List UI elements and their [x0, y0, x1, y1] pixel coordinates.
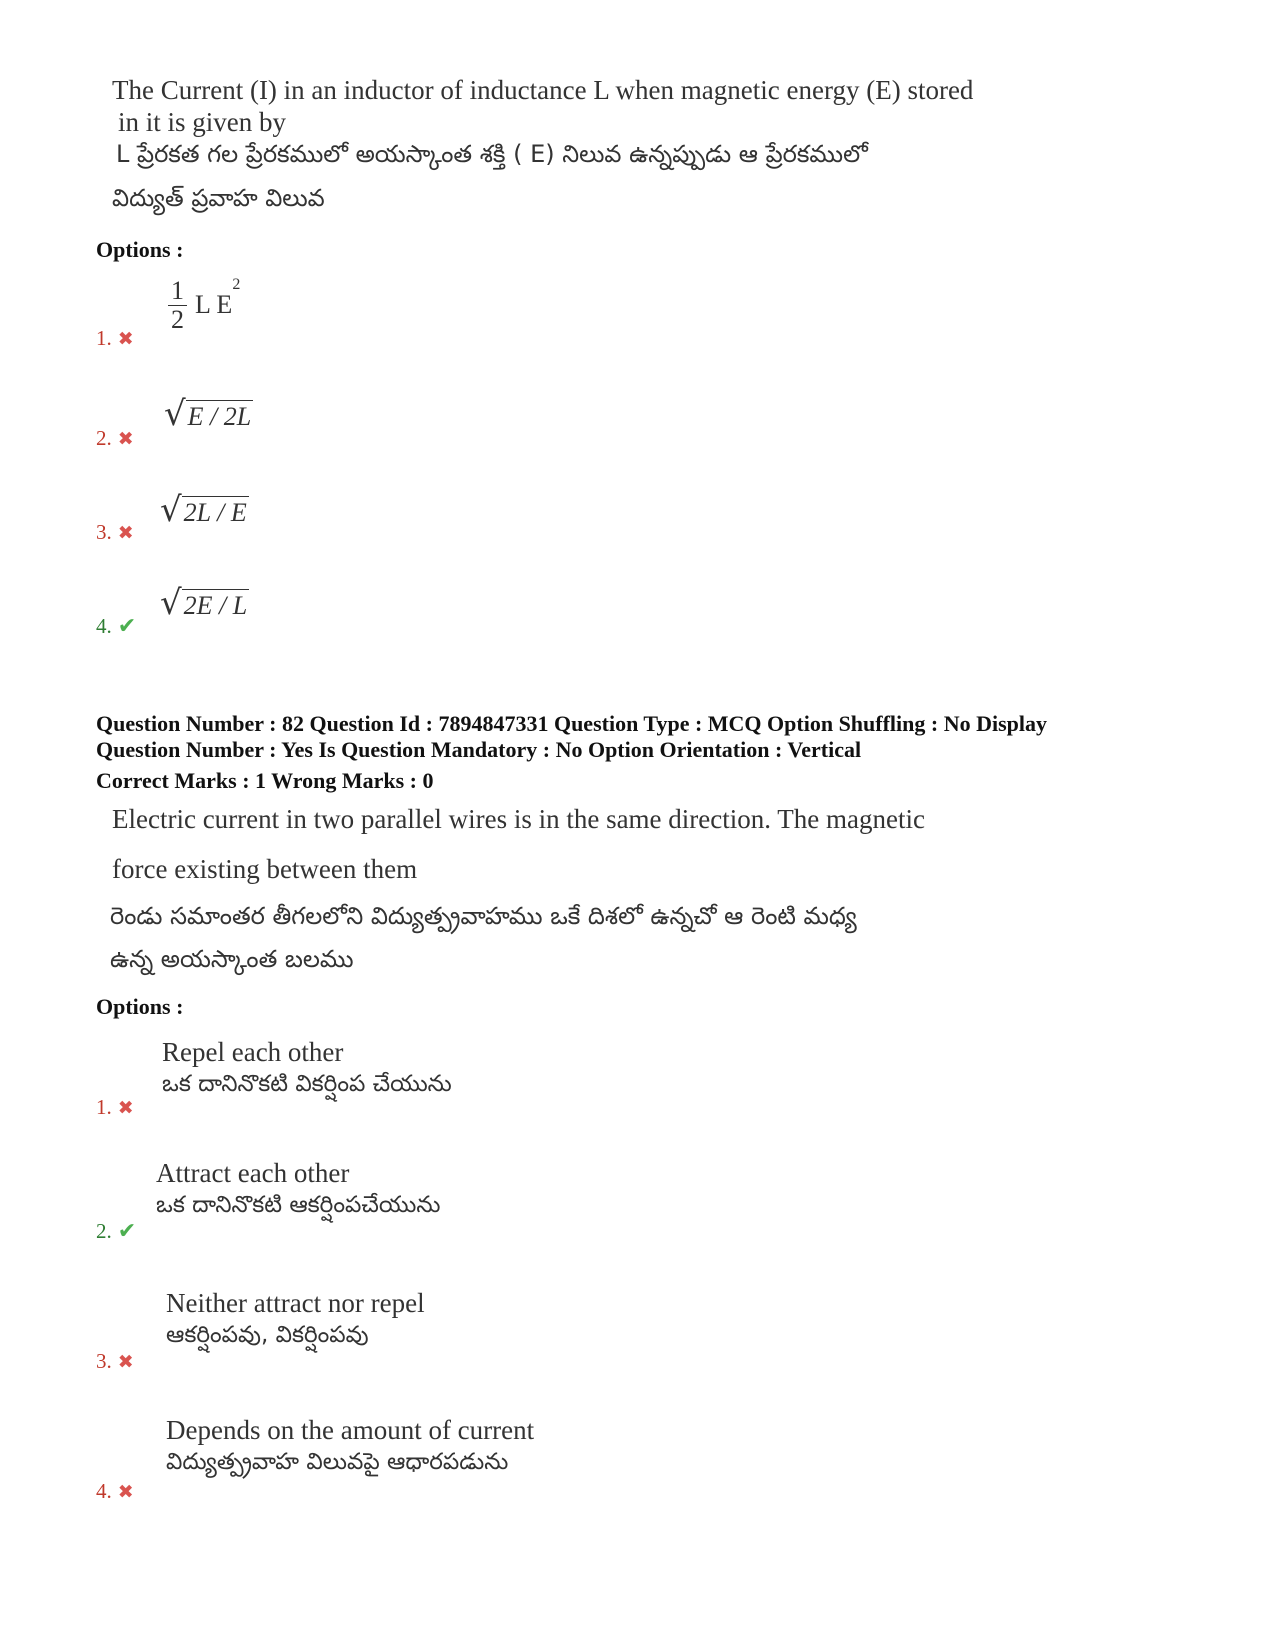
option-4-number: 4. ✔ — [96, 614, 137, 639]
option-1-number: 1. ✖ — [96, 1095, 134, 1119]
question-meta-line1: Question Number : 82 Question Id : 7894847331 Question Type : MCQ Option Shuffling : No Display — [96, 711, 1048, 736]
cross-icon: ✖ — [117, 522, 134, 544]
fraction-denominator: 2 — [171, 304, 184, 334]
option-1-number: 1. ✖ — [96, 326, 134, 350]
option-2-number: 2. ✖ — [96, 426, 134, 450]
question-text-en-line1: The Current (I) in an inductor of inductance L when magnetic energy (E) stored — [112, 75, 974, 105]
option-4-formula[interactable]: √ 2E / L — [160, 583, 248, 623]
sqrt-icon: √ — [160, 490, 182, 530]
formula-exponent: 2 — [232, 276, 241, 293]
option-4-text-te: విద్యుత్ప్రవాహ విలువపై ఆధారపడును — [166, 1449, 509, 1475]
option-3-formula[interactable]: √ 2L / E — [160, 490, 247, 530]
formula-term: L E — [195, 290, 233, 320]
options-label: Options : — [96, 237, 184, 262]
option-2-text-te: ఒక దానినొకటి ఆకర్షింపచేయును — [156, 1192, 441, 1218]
question-text-te-line1: L ప్రేరకత గల ప్రేరకములో అయస్కాంత శక్తి ( E) నిలువ ఉన్నప్పుడు ఆ ప్రేరకములో — [116, 140, 868, 168]
option-4-text-en: Depends on the amount of current — [166, 1415, 535, 1445]
option-2-text-en: Attract each other — [156, 1158, 350, 1188]
option-3-number: 3. ✖ — [96, 1349, 134, 1373]
cross-icon: ✖ — [117, 328, 134, 350]
option-2-number: 2. ✔ — [96, 1219, 137, 1244]
sqrt-icon: √ — [160, 583, 182, 623]
option-1-text-te: ఒక దానినొకటి వికర్షింప చేయును — [162, 1071, 452, 1097]
sqrt-icon: √ — [164, 394, 186, 434]
question-text-en-line1: Electric current in two parallel wires is in the same direction. The magnetic — [112, 804, 925, 834]
option-1-content[interactable] — [162, 1036, 452, 1100]
option-3-content[interactable] — [166, 1287, 425, 1351]
option-2-formula[interactable]: √ E / 2L — [164, 394, 252, 434]
options-label: Options : — [96, 994, 184, 1019]
check-icon: ✔ — [117, 614, 137, 639]
question-text-te-line2: విద్యుత్ ప్రవాహ విలువ — [112, 184, 325, 212]
option-2-content[interactable] — [156, 1157, 440, 1221]
question-text-te-line2: ఉన్న అయస్కాంత బలము — [110, 945, 354, 973]
option-1-formula[interactable] — [168, 276, 240, 334]
question-marks: Correct Marks : 1 Wrong Marks : 0 — [96, 768, 434, 793]
fraction-numerator: 1 — [168, 277, 187, 306]
option-4-content[interactable] — [166, 1414, 534, 1478]
option-4-number: 4. ✖ — [96, 1479, 134, 1503]
question-text-en-line2: in it is given by — [118, 107, 286, 137]
question-text-te-line1: రెండు సమాంతర తీగలలోని విద్యుత్ప్రవాహము ఒకే దిశలో ఉన్నచో ఆ రెంటి మధ్య — [110, 902, 857, 930]
cross-icon: ✖ — [117, 1097, 134, 1119]
check-icon: ✔ — [117, 1219, 137, 1244]
cross-icon: ✖ — [117, 1481, 134, 1503]
option-3-text-te: ఆకర్షింపవు, వికర్షింపవు — [166, 1322, 369, 1348]
question-text-en-line2: force existing between them — [112, 854, 418, 884]
option-3-text-en: Neither attract nor repel — [166, 1288, 425, 1318]
option-1-text-en: Repel each other — [162, 1037, 344, 1067]
option-3-number: 3. ✖ — [96, 520, 134, 544]
cross-icon: ✖ — [117, 428, 134, 450]
question-meta-line2: Question Number : Yes Is Question Mandatory : No Option Orientation : Vertical — [96, 737, 862, 762]
cross-icon: ✖ — [117, 1351, 134, 1373]
